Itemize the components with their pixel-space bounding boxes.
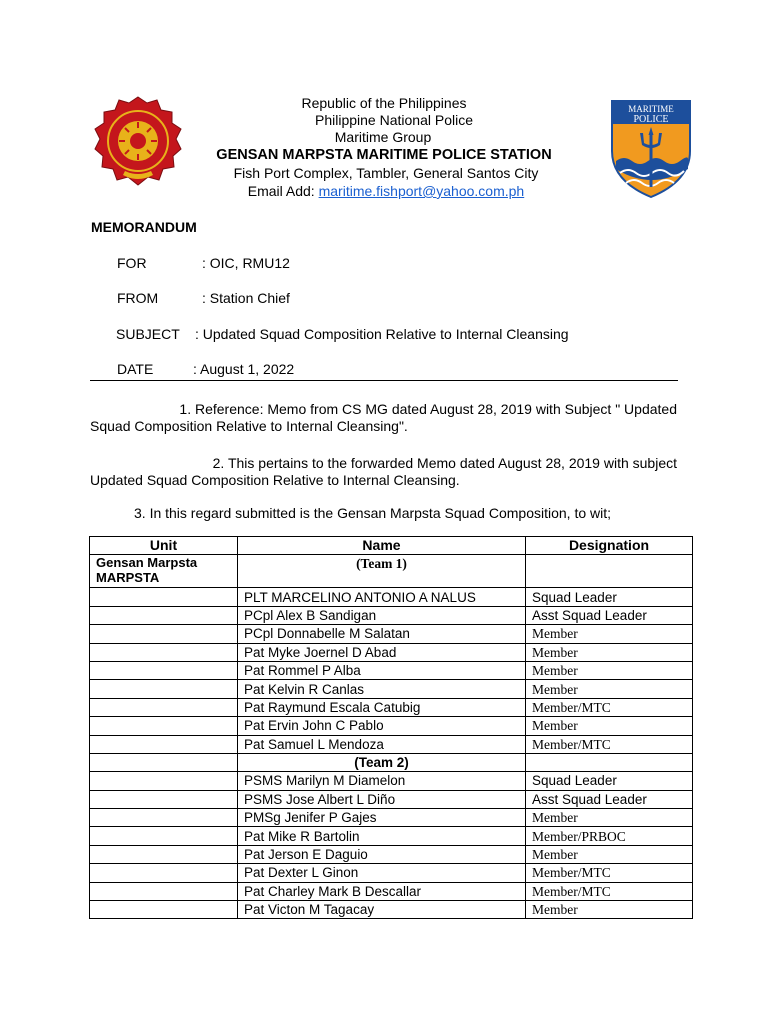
team-2-label: (Team 2) [238,753,526,771]
member-designation: Member/MTC [526,882,693,900]
member-designation: Asst Squad Leader [526,790,693,808]
unit-cell [90,555,238,588]
header-designation: Designation [526,537,693,555]
member-designation: Member [526,717,693,735]
member-name: PSMS Jose Albert L Diño [238,790,526,808]
table-row [90,772,693,790]
team-1-label: (Team 1) [238,555,526,588]
unit-cell-empty [90,790,238,808]
empty-cell [526,753,693,771]
paragraph-2 [90,455,677,489]
member-designation: Member [526,809,693,827]
unit-cell-empty [90,643,238,661]
badge-text-bottom: POLICE [633,114,669,125]
member-name: Pat Myke Joernel D Abad [238,643,526,661]
date-value: : August 1, 2022 [193,361,295,377]
header-pnp: Philippine National Police [315,112,473,128]
table-row [90,864,693,882]
table-row [90,661,693,679]
table-row [90,606,693,624]
member-designation: Member [526,845,693,863]
table-row [90,809,693,827]
unit-line-1: Gensan Marpsta [96,555,198,571]
badge-text-top: MARITIME [628,104,674,114]
member-name: Pat Raymund Escala Catubig [238,698,526,716]
unit-cell-empty [90,606,238,624]
table-row [90,643,693,661]
member-name: Pat Ervin John C Pablo [238,717,526,735]
header-unit: Unit [90,537,238,555]
member-designation: Squad Leader [526,588,693,606]
member-designation: Member/PRBOC [526,827,693,845]
member-name: Pat Kelvin R Canlas [238,680,526,698]
memorandum-title: MEMORANDUM [91,219,197,235]
table-row [90,680,693,698]
member-designation: Member [526,643,693,661]
unit-cell-empty [90,698,238,716]
header-station-name: GENSAN MARPSTA MARITIME POLICE STATION [216,147,552,163]
member-designation: Asst Squad Leader [526,606,693,624]
table-row [90,901,693,919]
member-name: PCpl Alex B Sandigan [238,606,526,624]
paragraph-3: 3. In this regard submitted is the Gensan Marpsta Squad Composition, to wit; [134,505,612,521]
table-row [90,588,693,606]
member-designation: Member [526,901,693,919]
member-name: Pat Dexter L Ginon [238,864,526,882]
unit-line-2: MARPSTA [96,570,160,586]
table-row [90,882,693,900]
unit-cell-empty [90,588,238,606]
member-designation: Member [526,625,693,643]
unit-cell-empty [90,661,238,679]
member-designation: Member/MTC [526,698,693,716]
member-name: PMSg Jenifer P Gajes [238,809,526,827]
member-name: Pat Rommel P Alba [238,661,526,679]
unit-cell-empty [90,625,238,643]
unit-cell-empty [90,845,238,863]
header-maritime-group: Maritime Group [334,129,432,145]
member-designation: Member [526,680,693,698]
member-name: PLT MARCELINO ANTONIO A NALUS [238,588,526,606]
table-row [90,698,693,716]
from-value: : Station Chief [202,290,290,306]
team-2-row [90,753,693,771]
unit-cell-empty [90,753,238,771]
subject-value: : Updated Squad Composition Relative to Internal Cleansing [195,326,569,342]
unit-cell-empty [90,809,238,827]
unit-cell-empty [90,735,238,753]
member-designation: Member [526,661,693,679]
member-name: PSMS Marilyn M Diamelon [238,772,526,790]
table-row [90,717,693,735]
for-label: FOR [117,255,147,271]
table-row [90,827,693,845]
member-name: Pat Charley Mark B Descallar [238,882,526,900]
unit-cell-empty [90,827,238,845]
subject-label: SUBJECT [116,326,180,342]
unit-cell-empty [90,680,238,698]
table-row [90,735,693,753]
unit-cell-empty [90,864,238,882]
member-designation: Member/MTC [526,735,693,753]
table-row [90,625,693,643]
table-header-row [90,537,693,555]
email-link[interactable]: maritime.fishport@yahoo.com.ph [318,183,525,199]
header-republic: Republic of the Philippines [301,95,467,111]
unit-cell-empty [90,901,238,919]
paragraph-1 [90,401,677,435]
member-designation: Member/MTC [526,864,693,882]
squad-composition-table [89,536,693,919]
paragraph-2-line-1: 2. This pertains to the forwarded Memo dated August 28, 2019 with subject [212,455,677,471]
header-address: Fish Port Complex, Tambler, General Santos City [233,165,539,181]
header-email-row [2,183,768,200]
unit-cell-empty [90,772,238,790]
member-name: PCpl Donnabelle M Salatan [238,625,526,643]
member-designation: Squad Leader [526,772,693,790]
table-row [90,845,693,863]
for-value: : OIC, RMU12 [202,255,290,271]
header-name: Name [238,537,526,555]
from-label: FROM [117,290,159,306]
unit-cell-empty [90,882,238,900]
unit-cell-empty [90,717,238,735]
paragraph-1-line-1: 1. Reference: Memo from CS MG dated August 28, 2019 with Subject " Updated [179,401,677,417]
member-name: Pat Victon M Tagacay [238,901,526,919]
paragraph-2-line-2: Updated Squad Composition Relative to Internal Cleansing. [90,472,460,488]
email-label: Email Add: [247,183,315,199]
team-1-row [90,555,693,588]
member-name: Pat Jerson E Daguio [238,845,526,863]
member-name: Pat Samuel L Mendoza [238,735,526,753]
paragraph-1-line-2: Squad Composition Relative to Internal Cleansing". [90,418,408,434]
empty-cell [526,555,693,588]
header-divider [90,380,678,381]
member-name: Pat Mike R Bartolin [238,827,526,845]
table-row [90,790,693,808]
date-label: DATE [117,361,154,377]
